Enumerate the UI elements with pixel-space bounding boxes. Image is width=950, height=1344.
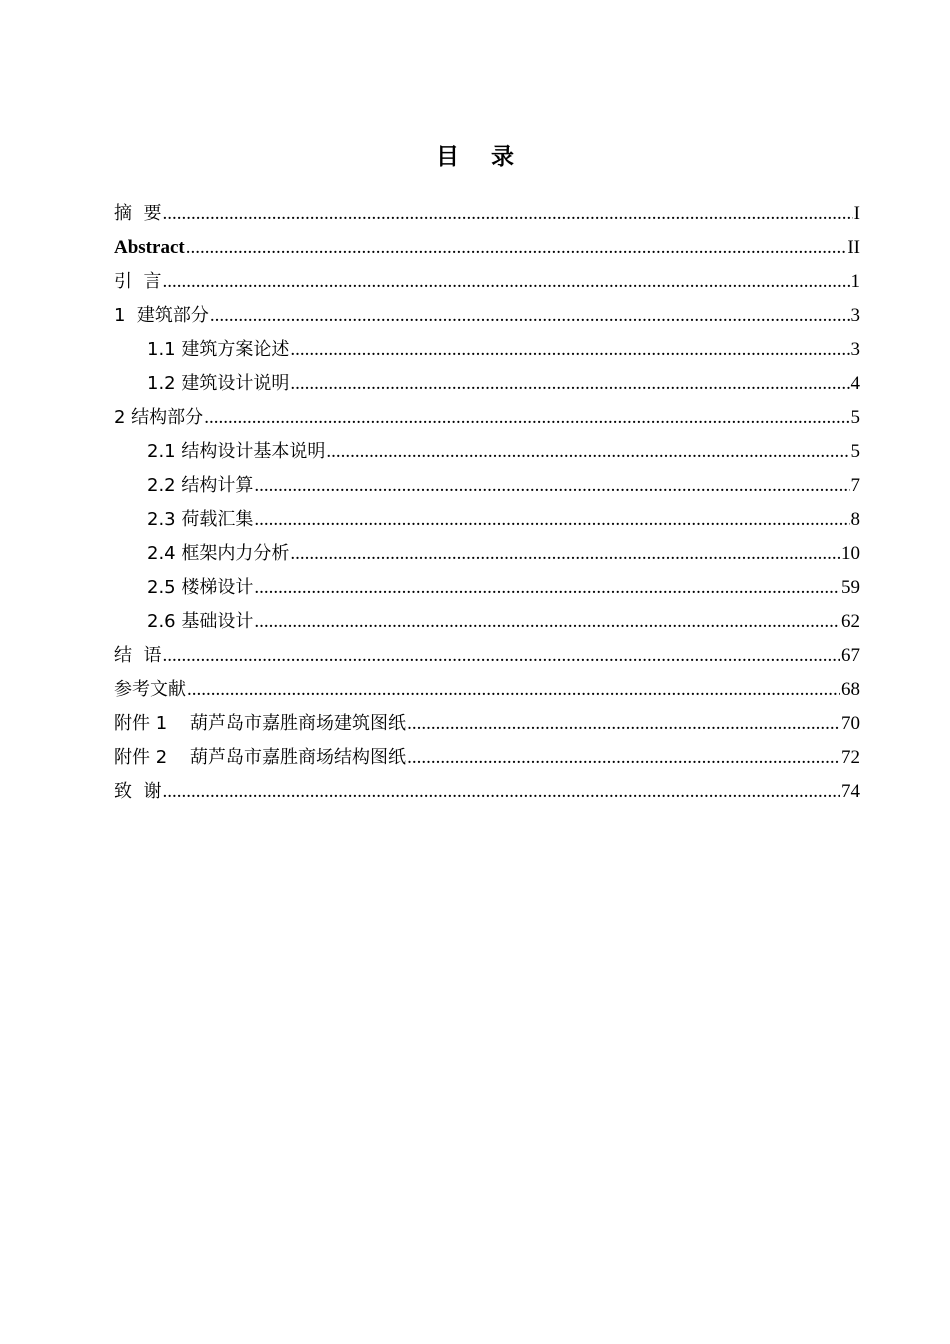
toc-dot-leader xyxy=(290,367,849,401)
toc-entry-label: 致 谢 xyxy=(114,781,162,802)
toc-page-number: 3 xyxy=(850,305,860,326)
toc-page-number: 5 xyxy=(850,441,860,462)
toc-dot-leader xyxy=(254,469,849,503)
toc-entry-appendix-1[interactable] xyxy=(114,707,860,741)
toc-dot-leader xyxy=(254,605,840,639)
toc-dot-leader xyxy=(290,333,849,367)
toc-entry-introduction[interactable] xyxy=(114,265,860,299)
toc-entry-abstract-en[interactable] xyxy=(114,231,860,265)
toc-entry-label: 2.1 结构设计基本说明 xyxy=(147,441,326,462)
toc-title: 目 录 xyxy=(435,144,526,170)
toc-entry-label: 2.6 基础设计 xyxy=(147,611,254,632)
toc-entry-appendix-2[interactable] xyxy=(114,741,860,775)
toc-entry-label: 2.4 框架内力分析 xyxy=(147,543,290,564)
toc-dot-leader xyxy=(204,401,849,435)
toc-entry-2-3[interactable] xyxy=(114,503,860,537)
toc-page-number: 62 xyxy=(841,611,860,632)
toc-entry-label: 2 结构部分 xyxy=(114,407,204,428)
toc-entry-2-6[interactable] xyxy=(114,605,860,639)
toc-dot-leader xyxy=(162,197,852,231)
toc-dot-leader xyxy=(290,537,840,571)
toc-entry-label: 引 言 xyxy=(114,271,162,292)
toc-entry-label: 结 语 xyxy=(114,645,162,666)
toc-entry-label: 附件 1 葫芦岛市嘉胜商场建筑图纸 xyxy=(114,713,407,734)
toc-page-number: II xyxy=(847,237,860,258)
toc-entry-label: 摘 要 xyxy=(114,203,162,224)
toc-entry-label: 2.5 楼梯设计 xyxy=(147,577,254,598)
toc-dot-leader xyxy=(407,707,840,741)
toc-page-number: 59 xyxy=(841,577,860,598)
toc-page-number: 8 xyxy=(850,509,860,530)
toc-dot-leader xyxy=(407,741,840,775)
toc-dot-leader xyxy=(186,231,847,265)
toc-entry-2-5[interactable] xyxy=(114,571,860,605)
toc-page-number: 4 xyxy=(850,373,860,394)
toc-entry-references[interactable] xyxy=(114,673,860,707)
toc-entry-label: 1 建筑部分 xyxy=(114,305,209,326)
toc-dot-leader xyxy=(187,673,840,707)
toc-page-number: 74 xyxy=(841,781,860,802)
toc-entry-label: 2.3 荷载汇集 xyxy=(147,509,254,530)
toc-entry-label: 附件 2 葫芦岛市嘉胜商场结构图纸 xyxy=(114,747,407,768)
toc-entry-label: Abstract xyxy=(114,237,185,258)
toc-entry-label: 参考文献 xyxy=(114,679,186,700)
toc-page-number: I xyxy=(853,203,860,224)
toc-page-number: 67 xyxy=(841,645,860,666)
toc-page-number: 5 xyxy=(850,407,860,428)
toc-entry-acknowledgement[interactable] xyxy=(114,775,860,809)
toc-page-number: 68 xyxy=(841,679,860,700)
toc-page-number: 3 xyxy=(850,339,860,360)
toc-entry-structure[interactable] xyxy=(114,401,860,435)
toc-dot-leader xyxy=(162,265,849,299)
toc-dot-leader xyxy=(210,299,850,333)
toc-entry-architecture[interactable] xyxy=(114,299,860,333)
toc-dot-leader xyxy=(162,639,840,673)
toc-entry-label: 1.1 建筑方案论述 xyxy=(147,339,290,360)
toc-entry-label: 1.2 建筑设计说明 xyxy=(147,373,290,394)
toc-entry-abstract-cn[interactable] xyxy=(114,197,860,231)
toc-dot-leader xyxy=(162,775,840,809)
toc-entry-conclusion[interactable] xyxy=(114,639,860,673)
toc-page-number: 70 xyxy=(841,713,860,734)
toc-page-number: 1 xyxy=(850,271,860,292)
toc-entry-2-4[interactable] xyxy=(114,537,860,571)
toc-entry-1-2[interactable] xyxy=(114,367,860,401)
toc-page-number: 72 xyxy=(841,747,860,768)
toc-entry-2-1[interactable] xyxy=(114,435,860,469)
toc-page-number: 7 xyxy=(850,475,860,496)
toc-entry-2-2[interactable] xyxy=(114,469,860,503)
toc-entry-label: 2.2 结构计算 xyxy=(147,475,254,496)
toc-dot-leader xyxy=(326,435,849,469)
toc-page-number: 10 xyxy=(841,543,860,564)
toc-entry-1-1[interactable] xyxy=(114,333,860,367)
toc-dot-leader xyxy=(254,503,849,537)
table-of-contents xyxy=(114,197,860,809)
toc-dot-leader xyxy=(254,571,840,605)
